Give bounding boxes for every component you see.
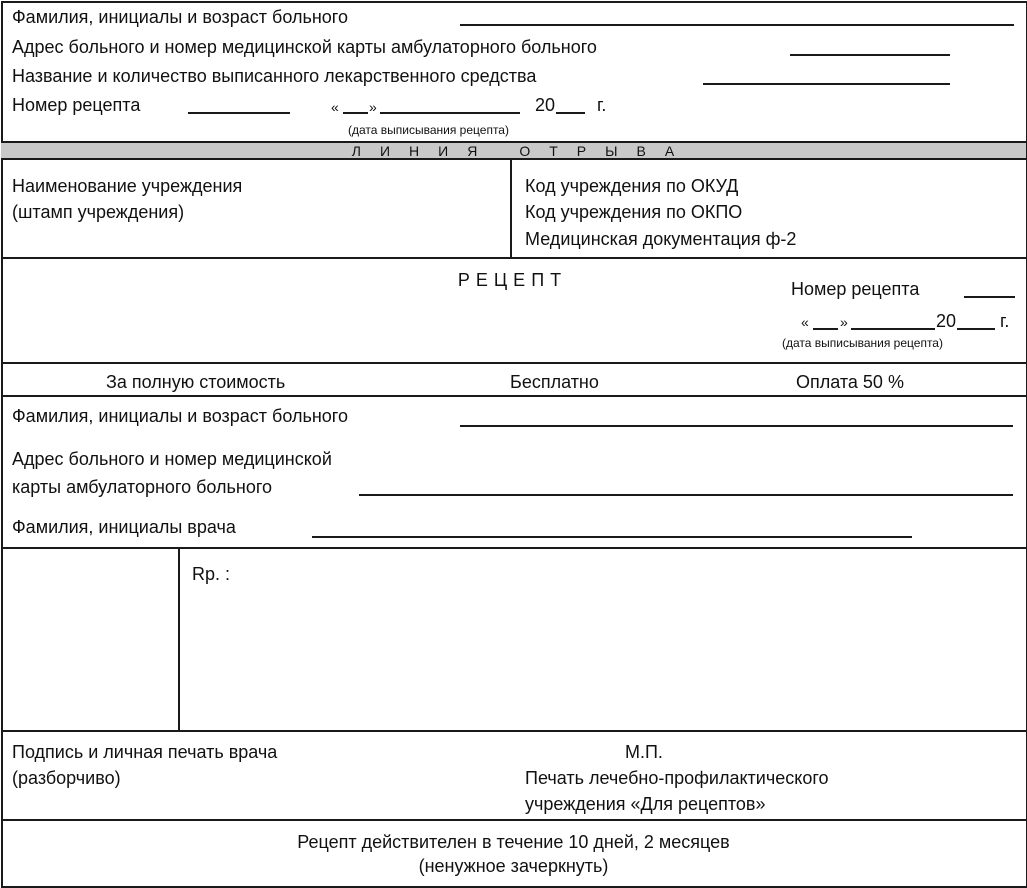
prescription-field[interactable] xyxy=(181,590,1021,728)
tear-letter: А xyxy=(664,143,676,159)
institution-divider xyxy=(510,160,512,259)
validity-note: (ненужное зачеркнуть) xyxy=(418,856,609,876)
stub-drug-field[interactable] xyxy=(703,83,950,85)
doctor-name-field[interactable] xyxy=(312,536,912,538)
tear-letter: Я xyxy=(467,143,479,159)
recipe-date-day-field[interactable] xyxy=(813,328,838,330)
stub-year-prefix: 20 xyxy=(535,95,556,115)
stub-year-field[interactable] xyxy=(556,112,585,114)
stub-date-month-field[interactable] xyxy=(380,112,520,114)
tear-line-strip xyxy=(1,141,1026,160)
stub-patient-address-label: Адрес больного и номер медицинской карты амбулаторного больного xyxy=(12,37,597,57)
institution-seal-label-2: учреждения «Для рецептов» xyxy=(525,794,766,814)
recipe-number-field[interactable] xyxy=(964,296,1015,298)
stub-recipe-number-field[interactable] xyxy=(188,112,290,114)
prescription-divider xyxy=(178,548,180,731)
tear-letter: О xyxy=(519,143,532,159)
stub-year-suffix: г. xyxy=(597,95,607,115)
tear-letter: Н xyxy=(409,143,421,159)
recipe-date-caption: (дата выписывания рецепта) xyxy=(782,336,943,350)
medical-doc-label: Медицинская документация ф-2 xyxy=(525,229,797,249)
tear-letter: Р xyxy=(576,143,588,159)
stub-drug-label: Название и количество выписанного лекарственного средства xyxy=(12,66,537,86)
tear-letter: Т xyxy=(549,143,559,159)
recipe-date-close-quote: » xyxy=(840,314,848,330)
tear-letter: В xyxy=(636,143,647,159)
stub-recipe-number-label: Номер рецепта xyxy=(12,95,141,115)
tear-letter: Ы xyxy=(605,143,619,159)
tear-letter: Л xyxy=(351,143,362,159)
tear-letter: И xyxy=(438,143,450,159)
okpo-code-label: Код учреждения по ОКПО xyxy=(525,202,743,222)
stub-date-caption: (дата выписывания рецепта) xyxy=(348,123,509,137)
recipe-year-suffix: г. xyxy=(1000,311,1010,331)
patient-name-field[interactable] xyxy=(460,425,1013,427)
recipe-title: РЕЦЕПТ xyxy=(457,270,568,290)
recipe-number-label: Номер рецепта xyxy=(791,279,920,299)
stub-date-day-field[interactable] xyxy=(343,112,368,114)
stub-patient-address-field[interactable] xyxy=(790,54,950,56)
stub-date-close-quote: » xyxy=(369,99,377,115)
patient-address-label-1: Адрес больного и номер медицинской xyxy=(12,449,332,469)
doctor-signature-label: Подпись и личная печать врача xyxy=(12,742,278,762)
divider-line xyxy=(1,730,1026,732)
recipe-date-month-field[interactable] xyxy=(851,328,935,330)
recipe-year-field[interactable] xyxy=(957,328,995,330)
recipe-year-prefix: 20 xyxy=(936,311,957,331)
recipe-date-open-quote: « xyxy=(801,314,809,330)
divider-line xyxy=(1,257,1026,259)
divider-line xyxy=(1,819,1026,821)
validity-text: Рецепт действителен в течение 10 дней, 2 месяцев xyxy=(297,832,730,852)
payment-free[interactable]: Бесплатно xyxy=(510,372,599,392)
patient-address-label-2: карты амбулаторного больного xyxy=(12,477,273,497)
stub-date-open-quote: « xyxy=(331,99,339,115)
divider-line xyxy=(1,395,1026,397)
payment-half[interactable]: Оплата 50 % xyxy=(796,372,904,392)
doctor-name-label: Фамилия, инициалы врача xyxy=(12,517,236,537)
tear-line-text xyxy=(1,144,1026,159)
stub-patient-name-field[interactable] xyxy=(460,24,1014,26)
stub-patient-name-label: Фамилия, инициалы и возраст больного xyxy=(12,7,348,27)
tear-letter: И xyxy=(379,143,392,159)
rp-label: Rp. : xyxy=(192,564,231,584)
divider-line xyxy=(1,547,1026,549)
patient-address-field[interactable] xyxy=(359,494,1013,496)
patient-name-label: Фамилия, инициалы и возраст больного xyxy=(12,406,348,426)
seal-place-label: М.П. xyxy=(625,742,663,762)
divider-line xyxy=(1,362,1026,364)
legible-label: (разборчиво) xyxy=(12,768,121,788)
payment-full-cost[interactable]: За полную стоимость xyxy=(106,372,286,392)
institution-name-label: Наименование учреждения xyxy=(12,176,243,196)
institution-stamp-label: (штамп учреждения) xyxy=(12,202,185,222)
institution-seal-label-1: Печать лечебно-профилактического xyxy=(525,768,829,788)
okud-code-label: Код учреждения по ОКУД xyxy=(525,176,739,196)
